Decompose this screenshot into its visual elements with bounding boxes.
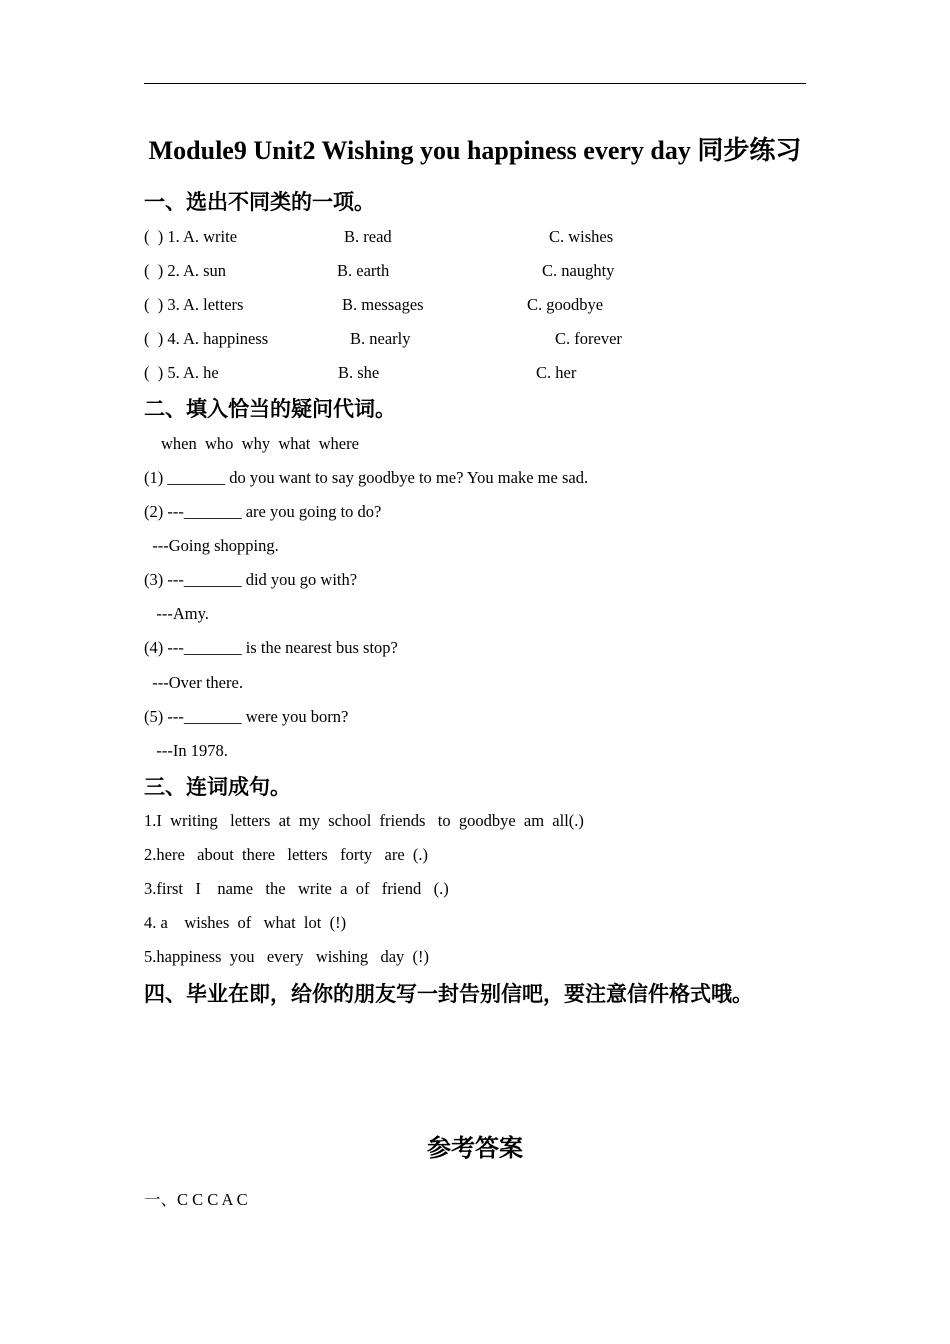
s1-item-4-a: ( ) 4. A. happiness: [144, 329, 269, 348]
s2-line-2: (2) ---_______ are you going to do?: [144, 502, 382, 521]
s1-item-1-a: ( ) 1. A. write: [144, 227, 238, 246]
header-rule: [144, 83, 806, 84]
s1-item-5-a: ( ) 5. A. he: [144, 363, 219, 382]
s3-line-3: 3.first I name the write a of friend (.): [144, 879, 449, 898]
s2-line-5: ---Amy.: [144, 604, 209, 623]
s3-line-1: 1.I writing letters at my school friends to goodbye am all(.): [144, 811, 584, 830]
s3-line-5: 5.happiness you every wishing day (!): [144, 947, 430, 966]
s2-line-7: ---Over there.: [144, 673, 243, 692]
s2-line-1: (1) _______ do you want to say goodbye to me? You make me sad.: [144, 468, 589, 487]
s1-item-4-c: C. forever: [555, 329, 622, 348]
section3-heading: 三、连词成句。: [144, 775, 291, 799]
s1-item-2-b: B. earth: [337, 261, 390, 280]
s1-item-4-b: B. nearly: [350, 329, 411, 348]
s2-wordbank: when who why what where: [161, 434, 359, 453]
s1-item-3-a: ( ) 3. A. letters: [144, 295, 244, 314]
s1-item-2-a: ( ) 2. A. sun: [144, 261, 227, 280]
answers-line-1: 一、C C C A C: [144, 1190, 248, 1209]
section2-heading: 二、填入恰当的疑问代词。: [144, 397, 396, 421]
s1-item-1-b: B. read: [344, 227, 392, 246]
s2-line-4: (3) ---_______ did you go with?: [144, 570, 358, 589]
s2-line-9: ---In 1978.: [144, 741, 228, 760]
s1-item-2-c: C. naughty: [542, 261, 615, 280]
s2-line-6: (4) ---_______ is the nearest bus stop?: [144, 638, 398, 657]
s1-item-5-c: C. her: [536, 363, 577, 382]
section1-heading: 一、选出不同类的一项。: [144, 190, 375, 214]
s3-line-2: 2.here about there letters forty are (.): [144, 845, 429, 864]
page-title: Module9 Unit2 Wishing you happiness every day 同步练习: [148, 136, 802, 165]
s1-item-5-b: B. she: [338, 363, 380, 382]
s3-line-4: 4. a wishes of what lot (!): [144, 913, 347, 932]
s1-item-3-c: C. goodbye: [527, 295, 604, 314]
s2-line-3: ---Going shopping.: [144, 536, 279, 555]
s1-item-3-b: B. messages: [342, 295, 424, 314]
s1-item-1-c: C. wishes: [549, 227, 614, 246]
answers-title: 参考答案: [427, 1134, 523, 1162]
s2-line-8: (5) ---_______ were you born?: [144, 707, 349, 726]
section4-heading: 四、毕业在即，给你的朋友写一封告别信吧，要注意信件格式哦。: [144, 982, 753, 1006]
